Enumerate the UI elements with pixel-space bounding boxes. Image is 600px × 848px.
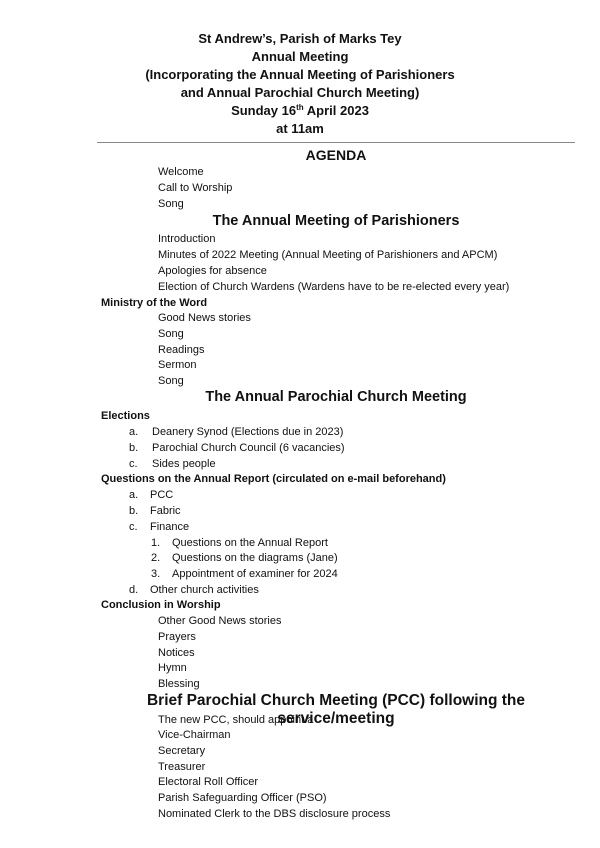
section-title-parishioners: The Annual Meeting of Parishioners xyxy=(212,213,460,229)
list-item: Fabric xyxy=(150,505,181,517)
ministry-label: Ministry of the Word xyxy=(101,297,208,309)
list-marker: 1. xyxy=(151,537,161,549)
list-item: Song xyxy=(158,198,184,210)
list-item: Song xyxy=(158,328,184,340)
list-item: Appointment of examiner for 2024 xyxy=(172,568,338,580)
list-item: Nominated Clerk to the DBS disclosure process xyxy=(158,808,391,820)
list-marker: d. xyxy=(129,584,139,596)
list-item: Other church activities xyxy=(150,584,259,596)
list-item: Minutes of 2022 Meeting (Annual Meeting of Parishioners and APCM) xyxy=(158,249,498,261)
list-marker: 3. xyxy=(151,568,161,580)
list-item: The new PCC, should appoint a xyxy=(158,714,314,726)
list-item: Parochial Church Council (6 vacancies) xyxy=(152,442,345,454)
document-header xyxy=(0,30,600,138)
parish-name: St Andrew’s, Parish of Marks Tey xyxy=(198,31,402,46)
list-item: Deanery Synod (Elections due in 2023) xyxy=(152,426,344,438)
list-item: Questions on the diagrams (Jane) xyxy=(172,552,338,564)
list-marker: b. xyxy=(129,505,139,517)
list-item: Hymn xyxy=(158,662,187,674)
list-item: Finance xyxy=(150,521,190,533)
list-marker: a. xyxy=(129,426,139,438)
list-item: Good News stories xyxy=(158,312,251,324)
list-item: Blessing xyxy=(158,678,200,690)
list-marker: 2. xyxy=(151,552,161,564)
meeting-subtitle-line1: (Incorporating the Annual Meeting of Parishioners xyxy=(145,67,455,82)
list-item: Apologies for absence xyxy=(158,265,267,277)
list-item: Sides people xyxy=(152,458,216,470)
list-item: PCC xyxy=(150,489,174,501)
list-item: Prayers xyxy=(158,631,196,643)
agenda-heading: AGENDA xyxy=(305,147,367,163)
header-divider xyxy=(97,142,575,143)
list-item: Election of Church Wardens (Wardens have to be re-elected every year) xyxy=(158,281,510,293)
list-item: Parish Safeguarding Officer (PSO) xyxy=(158,792,327,804)
elections-label: Elections xyxy=(101,410,150,422)
meeting-name: Annual Meeting xyxy=(251,49,349,64)
list-item: Call to Worship xyxy=(158,182,233,194)
conclusion-label: Conclusion in Worship xyxy=(101,599,221,611)
section-title-pcc: Brief Parochial Church Meeting (PCC) following the service/meeting xyxy=(146,692,526,727)
meeting-subtitle-line2: and Annual Parochial Church Meeting) xyxy=(180,85,420,100)
list-marker: a. xyxy=(129,489,139,501)
list-item: Sermon xyxy=(158,359,197,371)
list-item: Vice-Chairman xyxy=(158,729,231,741)
questions-label: Questions on the Annual Report (circulated on e-mail beforehand) xyxy=(101,473,446,485)
section-title-apcm: The Annual Parochial Church Meeting xyxy=(205,389,467,405)
list-item: Treasurer xyxy=(158,761,206,773)
list-item: Other Good News stories xyxy=(158,615,282,627)
list-item: Introduction xyxy=(158,233,216,245)
list-item: Secretary xyxy=(158,745,206,757)
list-item: Readings xyxy=(158,344,205,356)
meeting-time: at 11am xyxy=(276,121,324,136)
list-item: Notices xyxy=(158,647,195,659)
list-item: Welcome xyxy=(158,166,204,178)
list-marker: b. xyxy=(129,442,139,454)
list-item: Electoral Roll Officer xyxy=(158,776,259,788)
meeting-date: Sunday 16th April 2023 xyxy=(231,102,369,118)
list-marker: c. xyxy=(129,521,138,533)
list-item: Questions on the Annual Report xyxy=(172,537,328,549)
list-marker: c. xyxy=(129,458,138,470)
list-item: Song xyxy=(158,375,184,387)
